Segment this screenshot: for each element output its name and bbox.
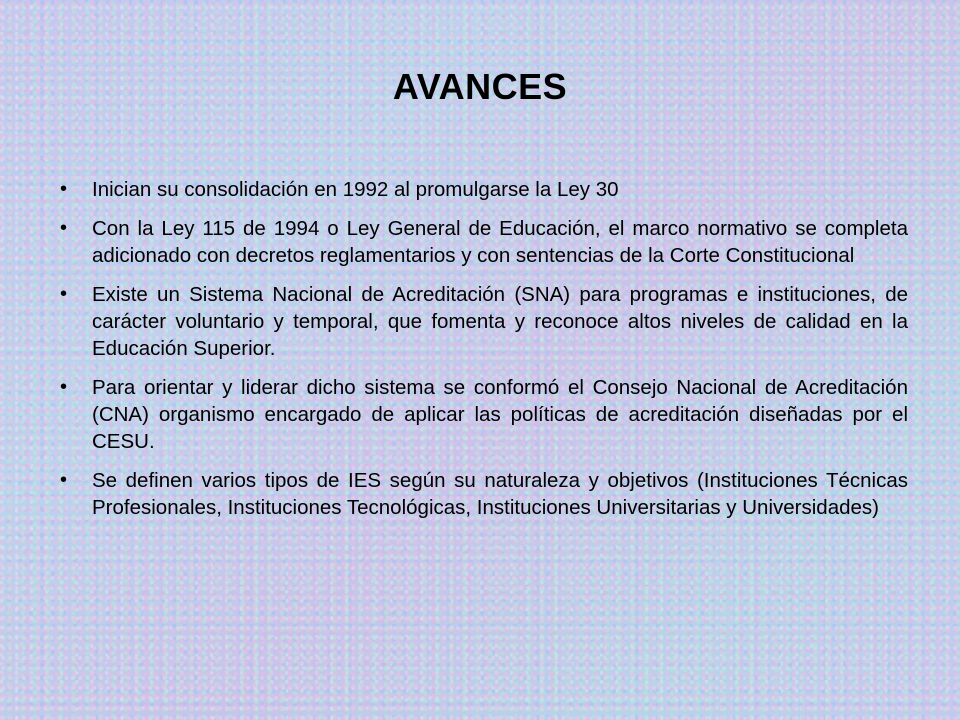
bullet-dot: • (60, 217, 68, 239)
bullet-item (60, 281, 908, 362)
bullet-item (60, 176, 908, 203)
bullet-item (60, 215, 908, 269)
bullet-dot: • (60, 178, 68, 200)
bullet-dot: • (60, 376, 68, 398)
bullet-dot: • (60, 469, 68, 491)
slide-title: AVANCES (392, 66, 568, 107)
bullet-text: Con la Ley 115 de 1994 o Ley General de Educación, el marco normativo se completa adicionado con decretos reglamentarios y con sentencias de la Corte Constitucional (92, 217, 908, 267)
bullet-text: Inician su consolidación en 1992 al promulgarse la Ley 30 (92, 178, 619, 201)
bullet-list (60, 176, 908, 533)
bullet-text: Se definen varios tipos de IES según su naturaleza y objetivos (Instituciones Técnicas Profesionales, Instituciones Tecnológicas, Instituciones Universitarias y Universidades) (92, 469, 908, 519)
bullet-text: Existe un Sistema Nacional de Acreditación (SNA) para programas e instituciones, de carácter voluntario y temporal, que fomenta y reconoce altos niveles de calidad en la Educación Superior. (92, 283, 908, 360)
bullet-item (60, 374, 908, 455)
bullet-text: Para orientar y liderar dicho sistema se conformó el Consejo Nacional de Acreditación (CNA) organismo encargado de aplicar las políticas de acreditación diseñadas por el CESU. (92, 376, 908, 453)
bullet-item (60, 467, 908, 521)
bullet-dot: • (60, 283, 68, 305)
